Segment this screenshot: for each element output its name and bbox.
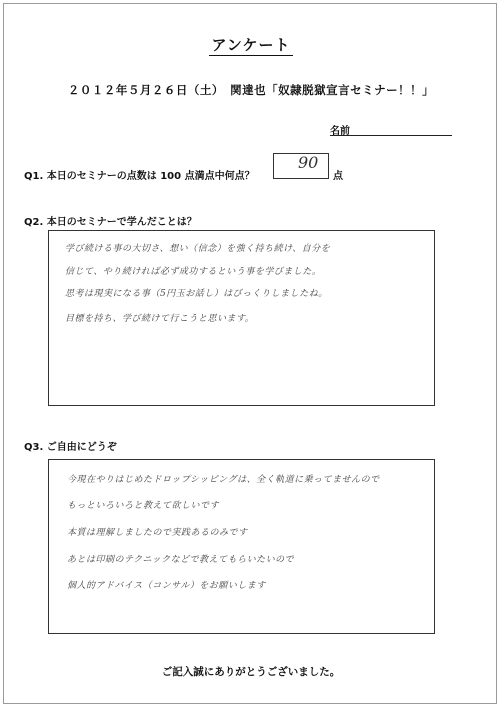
question-1-label: Q1. 本日のセミナーの点数は 100 点満点中何点？ <box>24 171 255 182</box>
answer-line: 本質は理解しましたので実践あるのみです <box>67 528 248 538</box>
question-2-label: Q2. 本日のセミナーで学んだことは？ <box>24 217 197 228</box>
event-subtitle: ２０１２年５月２６日（土） 関達也「奴隷脱獄宣言セミナー！！」 <box>67 83 435 97</box>
page-title: アンケート <box>211 36 291 54</box>
answer-line: 思考は現実になる事（5円玉お話し）はびっくりしましたね。 <box>65 289 328 299</box>
answer-line: 学び続ける事の大切さ、想い（信念）を強く持ち続け、自分を <box>65 244 331 254</box>
survey-sheet <box>3 3 497 704</box>
question-3-label: Q3. ご自由にどうぞ <box>24 442 117 453</box>
answer-box-q3 <box>48 459 435 634</box>
score-value: 90 <box>298 153 319 172</box>
name-field-line <box>330 135 452 136</box>
answer-line: あとは印刷のテクニックなどで教えてもらいたいので <box>67 555 295 565</box>
answer-box-q2 <box>48 230 435 406</box>
name-label: 名前 <box>330 126 350 137</box>
answer-line: 目標を持ち、学び続けて行こうと思います。 <box>65 314 255 324</box>
answer-line: 個人的アドバイス（コンサル）をお願いします <box>67 581 266 591</box>
answer-line: 今現在やりはじめたドロップシッピングは、全く軌道に乗ってませんので <box>67 475 380 485</box>
footer-thanks: ご記入誠にありがとうございました。 <box>161 666 341 678</box>
answer-line: 信じて、やり続ければ必ず成功するという事を学びました。 <box>65 267 322 277</box>
score-unit: 点 <box>333 171 343 182</box>
answer-line: もっといろいろと教えて欲しいです <box>67 501 220 511</box>
